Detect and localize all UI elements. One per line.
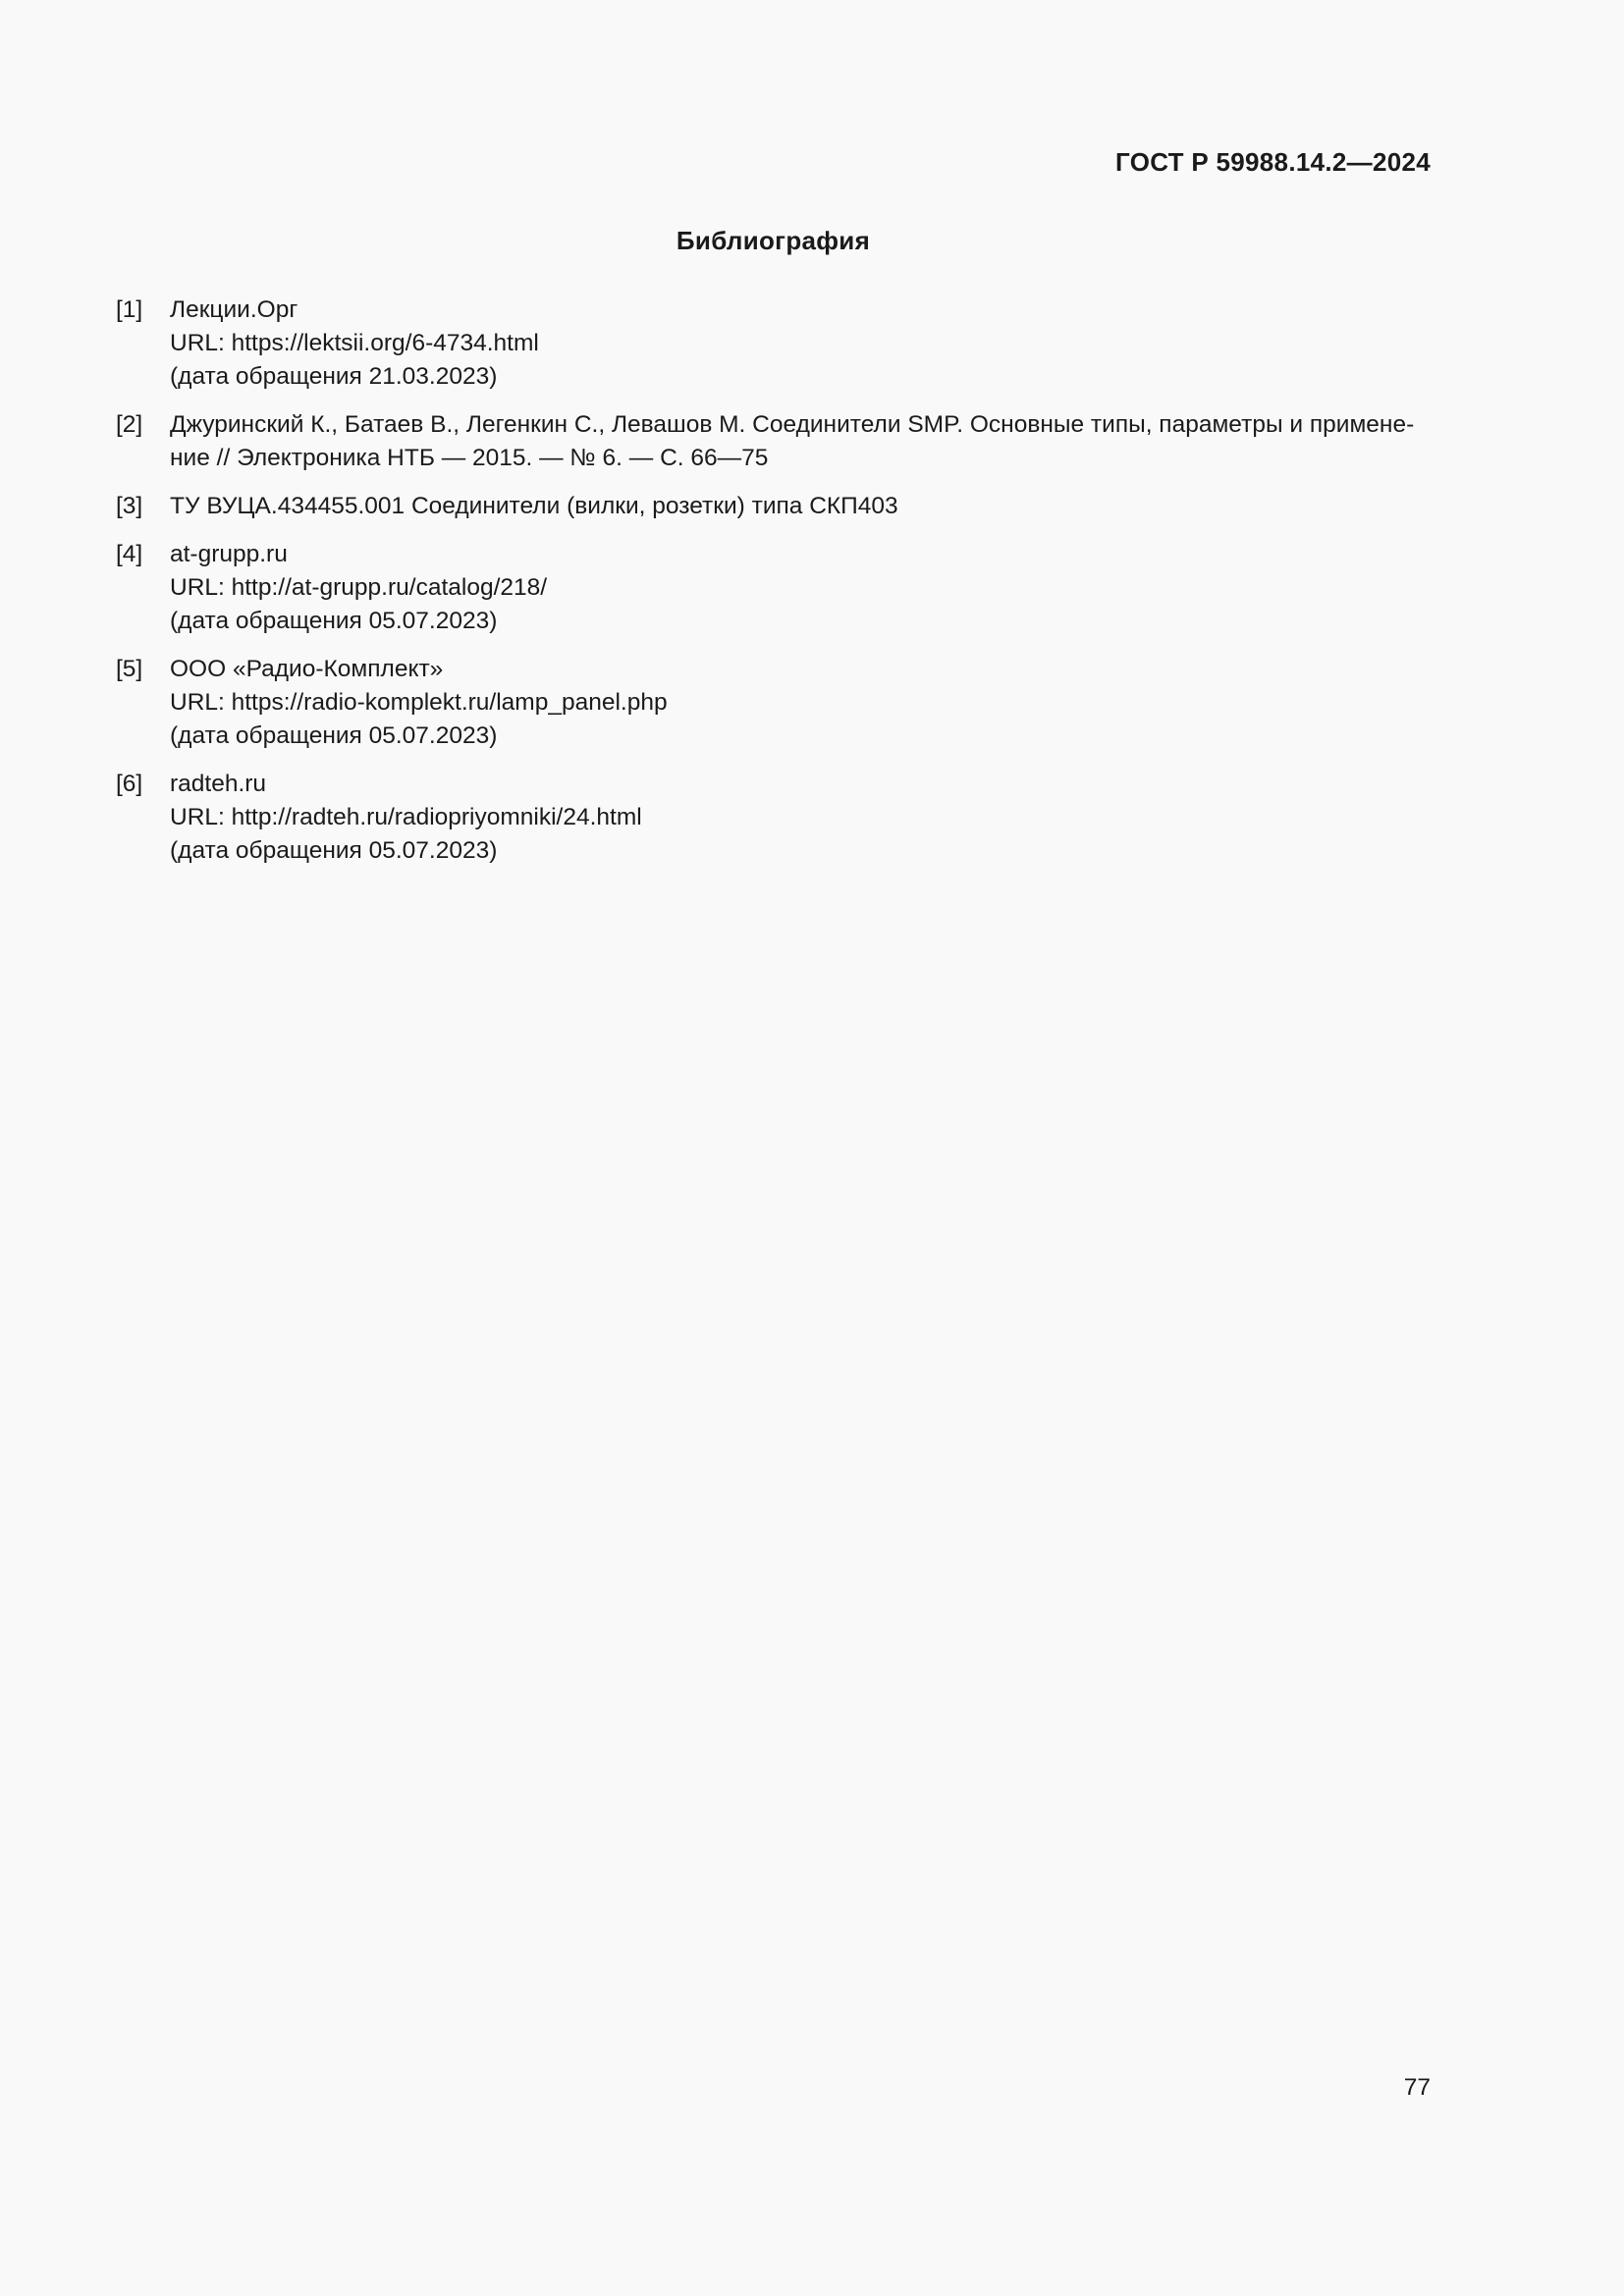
entry-number: [1] xyxy=(116,296,143,323)
entry-line: (дата обращения 05.07.2023) xyxy=(170,722,498,749)
bibliography-entry xyxy=(116,538,1432,638)
entry-line: Джуринский К., Батаев В., Легенкин С., Левашов М. Соединители SMP. Основные типы, параметры и примене- xyxy=(170,411,1415,438)
entry-line: URL: http://at-grupp.ru/catalog/218/ xyxy=(170,574,548,601)
page-number: 77 xyxy=(1403,2074,1431,2101)
bibliography-entry xyxy=(116,768,1432,868)
entry-number: [3] xyxy=(116,493,143,519)
bibliography-entry xyxy=(116,408,1432,475)
document-code: ГОСТ Р 59988.14.2—2024 xyxy=(1115,147,1431,177)
entry-line: (дата обращения 05.07.2023) xyxy=(170,608,498,634)
entry-line: ТУ ВУЦА.434455.001 Соединители (вилки, розетки) типа СКП403 xyxy=(170,493,898,519)
entry-line: URL: https://radio-komplekt.ru/lamp_panel.php xyxy=(170,689,668,716)
entry-line: (дата обращения 21.03.2023) xyxy=(170,363,498,390)
entry-number: [5] xyxy=(116,656,143,682)
entry-line: ООО «Радио-Комплект» xyxy=(170,656,444,682)
entry-line: at-grupp.ru xyxy=(170,541,288,567)
bibliography-list xyxy=(116,294,1432,882)
entry-line: Лекции.Орг xyxy=(170,296,298,323)
page-title: Библиография xyxy=(676,226,871,255)
entry-number: [4] xyxy=(116,541,143,567)
entry-line: radteh.ru xyxy=(170,771,267,797)
entry-line: URL: https://lektsii.org/6-4734.html xyxy=(170,330,539,356)
entry-line: (дата обращения 05.07.2023) xyxy=(170,837,498,864)
entry-line: ние // Электроника НТБ — 2015. — № 6. — С. 66—75 xyxy=(170,445,769,471)
bibliography-entry xyxy=(116,653,1432,753)
bibliography-entry xyxy=(116,294,1432,394)
entry-line: URL: http://radteh.ru/radiopriyomniki/24.html xyxy=(170,804,642,830)
entry-number: [6] xyxy=(116,771,143,797)
bibliography-entry xyxy=(116,490,1432,523)
entry-number: [2] xyxy=(116,411,143,438)
